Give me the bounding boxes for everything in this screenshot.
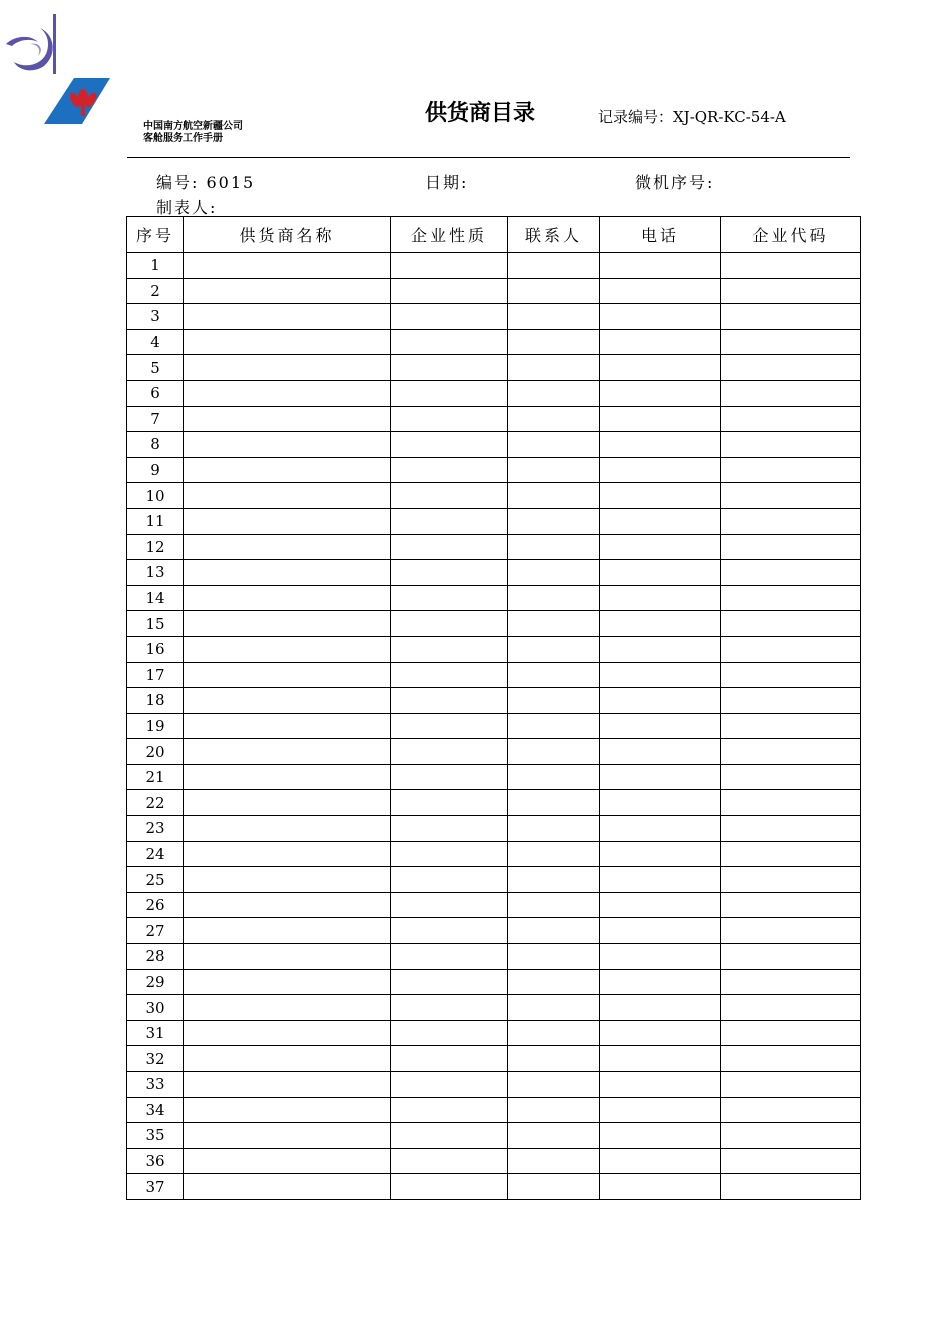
table-row — [127, 278, 861, 304]
enterprise-type-cell[interactable] — [391, 713, 508, 739]
row-seq-cell: 17 — [127, 662, 184, 688]
contact-cell[interactable] — [508, 611, 600, 637]
enterprise-code-cell[interactable] — [721, 739, 861, 765]
enterprise-type-cell[interactable] — [391, 944, 508, 970]
row-seq-cell: 18 — [127, 688, 184, 714]
phone-cell[interactable] — [600, 944, 721, 970]
contact-cell[interactable] — [508, 304, 600, 330]
swirl-logo-icon — [0, 14, 60, 74]
phone-cell[interactable] — [600, 304, 721, 330]
table-row — [127, 432, 861, 458]
row-seq-cell: 21 — [127, 764, 184, 790]
row-seq-cell: 32 — [127, 1046, 184, 1072]
table-row — [127, 1020, 861, 1046]
supplier-name-cell[interactable] — [184, 739, 391, 765]
contact-cell[interactable] — [508, 764, 600, 790]
table-row — [127, 483, 861, 509]
row-seq-cell: 3 — [127, 304, 184, 330]
phone-cell[interactable] — [600, 969, 721, 995]
supplier-name-cell[interactable] — [184, 969, 391, 995]
phone-cell[interactable] — [600, 380, 721, 406]
supplier-name-cell[interactable] — [184, 483, 391, 509]
enterprise-type-cell[interactable] — [391, 816, 508, 842]
enterprise-type-cell[interactable] — [391, 278, 508, 304]
enterprise-code-cell[interactable] — [721, 432, 861, 458]
enterprise-code-cell[interactable] — [721, 688, 861, 714]
col-header-enterprise-type: 企业性质 — [391, 217, 508, 253]
phone-cell[interactable] — [600, 688, 721, 714]
row-seq-cell: 12 — [127, 534, 184, 560]
table-row — [127, 253, 861, 279]
supplier-name-cell[interactable] — [184, 1123, 391, 1149]
form-number: 编号: 6015 — [156, 173, 256, 192]
enterprise-code-cell[interactable] — [721, 944, 861, 970]
enterprise-type-cell[interactable] — [391, 380, 508, 406]
phone-cell[interactable] — [600, 278, 721, 304]
enterprise-type-cell[interactable] — [391, 636, 508, 662]
row-seq-cell: 5 — [127, 355, 184, 381]
company-name — [143, 121, 243, 145]
enterprise-code-cell[interactable] — [721, 816, 861, 842]
enterprise-code-cell[interactable] — [721, 1020, 861, 1046]
row-seq-cell: 29 — [127, 969, 184, 995]
supplier-name-cell[interactable] — [184, 304, 391, 330]
table-row — [127, 790, 861, 816]
enterprise-type-cell[interactable] — [391, 329, 508, 355]
phone-cell[interactable] — [600, 585, 721, 611]
supplier-name-cell[interactable] — [184, 944, 391, 970]
phone-cell[interactable] — [600, 636, 721, 662]
supplier-name-cell[interactable] — [184, 1046, 391, 1072]
contact-cell[interactable] — [508, 483, 600, 509]
enterprise-code-cell[interactable] — [721, 560, 861, 586]
enterprise-code-cell[interactable] — [721, 1148, 861, 1174]
phone-cell[interactable] — [600, 1020, 721, 1046]
row-seq-cell: 14 — [127, 585, 184, 611]
supplier-name-cell[interactable] — [184, 1148, 391, 1174]
supplier-name-cell[interactable] — [184, 790, 391, 816]
supplier-name-cell[interactable] — [184, 1174, 391, 1200]
enterprise-type-cell[interactable] — [391, 867, 508, 893]
contact-cell[interactable] — [508, 585, 600, 611]
supplier-name-cell[interactable] — [184, 636, 391, 662]
phone-cell[interactable] — [600, 534, 721, 560]
row-seq-cell: 24 — [127, 841, 184, 867]
row-seq-cell: 1 — [127, 253, 184, 279]
row-seq-cell: 33 — [127, 1072, 184, 1098]
contact-cell[interactable] — [508, 713, 600, 739]
enterprise-type-cell[interactable] — [391, 457, 508, 483]
phone-cell[interactable] — [600, 662, 721, 688]
supplier-name-cell[interactable] — [184, 253, 391, 279]
row-seq-cell: 27 — [127, 918, 184, 944]
contact-cell[interactable] — [508, 1097, 600, 1123]
table-row — [127, 995, 861, 1021]
header-divider — [127, 157, 850, 158]
contact-cell[interactable] — [508, 278, 600, 304]
table-row — [127, 534, 861, 560]
airline-tail-logo-icon — [44, 78, 110, 126]
enterprise-type-cell[interactable] — [391, 662, 508, 688]
record-number: 记录编号：XJ-QR-KC-54-A — [598, 108, 786, 126]
phone-cell[interactable] — [600, 790, 721, 816]
row-seq-cell: 6 — [127, 380, 184, 406]
contact-cell[interactable] — [508, 1072, 600, 1098]
enterprise-code-cell[interactable] — [721, 969, 861, 995]
contact-cell[interactable] — [508, 1123, 600, 1149]
row-seq-cell: 37 — [127, 1174, 184, 1200]
row-seq-cell: 15 — [127, 611, 184, 637]
row-seq-cell: 35 — [127, 1123, 184, 1149]
enterprise-code-cell[interactable] — [721, 483, 861, 509]
enterprise-code-cell[interactable] — [721, 1072, 861, 1098]
supplier-name-cell[interactable] — [184, 1097, 391, 1123]
row-seq-cell: 23 — [127, 816, 184, 842]
table-row — [127, 841, 861, 867]
supplier-name-cell[interactable] — [184, 688, 391, 714]
table-row — [127, 611, 861, 637]
contact-cell[interactable] — [508, 1174, 600, 1200]
phone-cell[interactable] — [600, 816, 721, 842]
enterprise-code-cell[interactable] — [721, 457, 861, 483]
row-seq-cell: 34 — [127, 1097, 184, 1123]
supplier-name-cell[interactable] — [184, 329, 391, 355]
supplier-name-cell[interactable] — [184, 380, 391, 406]
enterprise-code-cell[interactable] — [721, 253, 861, 279]
row-seq-cell: 22 — [127, 790, 184, 816]
table-row — [127, 892, 861, 918]
row-seq-cell: 16 — [127, 636, 184, 662]
enterprise-type-cell[interactable] — [391, 892, 508, 918]
contact-cell[interactable] — [508, 636, 600, 662]
table-row — [127, 918, 861, 944]
table-row — [127, 1046, 861, 1072]
enterprise-code-cell[interactable] — [721, 1174, 861, 1200]
phone-cell[interactable] — [600, 483, 721, 509]
phone-cell[interactable] — [600, 611, 721, 637]
enterprise-code-cell[interactable] — [721, 764, 861, 790]
row-seq-cell: 20 — [127, 739, 184, 765]
contact-cell[interactable] — [508, 841, 600, 867]
enterprise-type-cell[interactable] — [391, 1072, 508, 1098]
enterprise-code-cell[interactable] — [721, 534, 861, 560]
supplier-name-cell[interactable] — [184, 816, 391, 842]
supplier-name-cell[interactable] — [184, 278, 391, 304]
row-seq-cell: 4 — [127, 329, 184, 355]
enterprise-code-cell[interactable] — [721, 585, 861, 611]
enterprise-code-cell[interactable] — [721, 790, 861, 816]
supplier-table — [126, 216, 861, 1200]
phone-cell[interactable] — [600, 867, 721, 893]
enterprise-type-cell[interactable] — [391, 611, 508, 637]
contact-cell[interactable] — [508, 432, 600, 458]
col-header-supplier-name: 供货商名称 — [184, 217, 391, 253]
table-row — [127, 1123, 861, 1149]
enterprise-type-cell[interactable] — [391, 534, 508, 560]
enterprise-type-cell[interactable] — [391, 483, 508, 509]
supplier-name-cell[interactable] — [184, 508, 391, 534]
table-row — [127, 1174, 861, 1200]
supplier-name-cell[interactable] — [184, 585, 391, 611]
table-row — [127, 1097, 861, 1123]
enterprise-type-cell[interactable] — [391, 995, 508, 1021]
enterprise-type-cell[interactable] — [391, 764, 508, 790]
col-header-enterprise-code: 企业代码 — [721, 217, 861, 253]
phone-cell[interactable] — [600, 918, 721, 944]
table-row — [127, 585, 861, 611]
phone-cell[interactable] — [600, 253, 721, 279]
phone-cell[interactable] — [600, 1148, 721, 1174]
enterprise-type-cell[interactable] — [391, 253, 508, 279]
contact-cell[interactable] — [508, 406, 600, 432]
contact-cell[interactable] — [508, 688, 600, 714]
supplier-name-cell[interactable] — [184, 841, 391, 867]
contact-cell[interactable] — [508, 892, 600, 918]
table-row — [127, 304, 861, 330]
company-line-1: 中国南方航空新疆公司 — [143, 121, 243, 132]
serial-number-label: 微机序号: — [635, 173, 715, 192]
table-row — [127, 867, 861, 893]
enterprise-code-cell[interactable] — [721, 713, 861, 739]
row-seq-cell: 7 — [127, 406, 184, 432]
row-seq-cell: 28 — [127, 944, 184, 970]
supplier-name-cell[interactable] — [184, 560, 391, 586]
table-row — [127, 355, 861, 381]
row-seq-cell: 8 — [127, 432, 184, 458]
contact-cell[interactable] — [508, 457, 600, 483]
phone-cell[interactable] — [600, 432, 721, 458]
phone-cell[interactable] — [600, 457, 721, 483]
supplier-name-cell[interactable] — [184, 457, 391, 483]
enterprise-type-cell[interactable] — [391, 355, 508, 381]
supplier-name-cell[interactable] — [184, 764, 391, 790]
col-header-contact: 联系人 — [508, 217, 600, 253]
phone-cell[interactable] — [600, 1174, 721, 1200]
enterprise-type-cell[interactable] — [391, 304, 508, 330]
supplier-name-cell[interactable] — [184, 892, 391, 918]
table-row — [127, 713, 861, 739]
enterprise-code-cell[interactable] — [721, 406, 861, 432]
contact-cell[interactable] — [508, 790, 600, 816]
contact-cell[interactable] — [508, 560, 600, 586]
enterprise-code-cell[interactable] — [721, 892, 861, 918]
enterprise-code-cell[interactable] — [721, 278, 861, 304]
row-seq-cell: 30 — [127, 995, 184, 1021]
row-seq-cell: 11 — [127, 508, 184, 534]
enterprise-type-cell[interactable] — [391, 406, 508, 432]
supplier-name-cell[interactable] — [184, 662, 391, 688]
enterprise-code-cell[interactable] — [721, 1097, 861, 1123]
row-seq-cell: 36 — [127, 1148, 184, 1174]
enterprise-type-cell[interactable] — [391, 918, 508, 944]
enterprise-type-cell[interactable] — [391, 508, 508, 534]
supplier-name-cell[interactable] — [184, 355, 391, 381]
table-row — [127, 560, 861, 586]
enterprise-type-cell[interactable] — [391, 585, 508, 611]
phone-cell[interactable] — [600, 764, 721, 790]
contact-cell[interactable] — [508, 1020, 600, 1046]
contact-cell[interactable] — [508, 816, 600, 842]
enterprise-type-cell[interactable] — [391, 1097, 508, 1123]
phone-cell[interactable] — [600, 329, 721, 355]
contact-cell[interactable] — [508, 969, 600, 995]
contact-cell[interactable] — [508, 1148, 600, 1174]
phone-cell[interactable] — [600, 739, 721, 765]
enterprise-code-cell[interactable] — [721, 1046, 861, 1072]
enterprise-type-cell[interactable] — [391, 790, 508, 816]
table-row — [127, 508, 861, 534]
enterprise-code-cell[interactable] — [721, 636, 861, 662]
enterprise-code-cell[interactable] — [721, 611, 861, 637]
phone-cell[interactable] — [600, 1123, 721, 1149]
row-seq-cell: 10 — [127, 483, 184, 509]
phone-cell[interactable] — [600, 1097, 721, 1123]
table-row — [127, 944, 861, 970]
supplier-name-cell[interactable] — [184, 432, 391, 458]
row-seq-cell: 9 — [127, 457, 184, 483]
enterprise-type-cell[interactable] — [391, 688, 508, 714]
phone-cell[interactable] — [600, 406, 721, 432]
enterprise-code-cell[interactable] — [721, 380, 861, 406]
enterprise-type-cell[interactable] — [391, 1174, 508, 1200]
table-row — [127, 764, 861, 790]
supplier-name-cell[interactable] — [184, 995, 391, 1021]
enterprise-code-cell[interactable] — [721, 304, 861, 330]
phone-cell[interactable] — [600, 713, 721, 739]
col-header-phone: 电话 — [600, 217, 721, 253]
contact-cell[interactable] — [508, 739, 600, 765]
row-seq-cell: 19 — [127, 713, 184, 739]
col-header-seq: 序号 — [127, 217, 184, 253]
enterprise-code-cell[interactable] — [721, 662, 861, 688]
phone-cell[interactable] — [600, 508, 721, 534]
contact-cell[interactable] — [508, 329, 600, 355]
phone-cell[interactable] — [600, 892, 721, 918]
enterprise-code-cell[interactable] — [721, 841, 861, 867]
enterprise-code-cell[interactable] — [721, 329, 861, 355]
company-line-2: 客舱服务工作手册 — [143, 133, 223, 144]
table-row — [127, 636, 861, 662]
enterprise-code-cell[interactable] — [721, 1123, 861, 1149]
enterprise-code-cell[interactable] — [721, 355, 861, 381]
table-row — [127, 1148, 861, 1174]
phone-cell[interactable] — [600, 1046, 721, 1072]
enterprise-type-cell[interactable] — [391, 560, 508, 586]
table-row — [127, 406, 861, 432]
supplier-name-cell[interactable] — [184, 406, 391, 432]
contact-cell[interactable] — [508, 534, 600, 560]
enterprise-type-cell[interactable] — [391, 1046, 508, 1072]
table-row — [127, 380, 861, 406]
supplier-name-cell[interactable] — [184, 918, 391, 944]
table-row — [127, 969, 861, 995]
date-field-label: 日期: — [425, 173, 469, 192]
table-maker-label: 制表人: — [156, 198, 218, 217]
contact-cell[interactable] — [508, 867, 600, 893]
phone-cell[interactable] — [600, 995, 721, 1021]
table-row — [127, 688, 861, 714]
table-row — [127, 662, 861, 688]
enterprise-type-cell[interactable] — [391, 739, 508, 765]
enterprise-code-cell[interactable] — [721, 508, 861, 534]
supplier-name-cell[interactable] — [184, 534, 391, 560]
enterprise-type-cell[interactable] — [391, 1123, 508, 1149]
phone-cell[interactable] — [600, 560, 721, 586]
row-seq-cell: 25 — [127, 867, 184, 893]
table-row — [127, 329, 861, 355]
enterprise-type-cell[interactable] — [391, 432, 508, 458]
supplier-name-cell[interactable] — [184, 1072, 391, 1098]
enterprise-code-cell[interactable] — [721, 867, 861, 893]
supplier-name-cell[interactable] — [184, 867, 391, 893]
row-seq-cell: 26 — [127, 892, 184, 918]
contact-cell[interactable] — [508, 355, 600, 381]
enterprise-type-cell[interactable] — [391, 1020, 508, 1046]
page-title: 供货商目录 — [425, 101, 536, 126]
table-row — [127, 1072, 861, 1098]
contact-cell[interactable] — [508, 944, 600, 970]
row-seq-cell: 31 — [127, 1020, 184, 1046]
contact-cell[interactable] — [508, 918, 600, 944]
enterprise-code-cell[interactable] — [721, 995, 861, 1021]
contact-cell[interactable] — [508, 662, 600, 688]
enterprise-code-cell[interactable] — [721, 918, 861, 944]
phone-cell[interactable] — [600, 1072, 721, 1098]
table-row — [127, 816, 861, 842]
row-seq-cell: 13 — [127, 560, 184, 586]
supplier-name-cell[interactable] — [184, 611, 391, 637]
contact-cell[interactable] — [508, 253, 600, 279]
enterprise-type-cell[interactable] — [391, 841, 508, 867]
enterprise-type-cell[interactable] — [391, 1148, 508, 1174]
enterprise-type-cell[interactable] — [391, 969, 508, 995]
contact-cell[interactable] — [508, 1046, 600, 1072]
table-row — [127, 739, 861, 765]
phone-cell[interactable] — [600, 841, 721, 867]
contact-cell[interactable] — [508, 995, 600, 1021]
contact-cell[interactable] — [508, 380, 600, 406]
supplier-name-cell[interactable] — [184, 1020, 391, 1046]
row-seq-cell: 2 — [127, 278, 184, 304]
contact-cell[interactable] — [508, 508, 600, 534]
supplier-name-cell[interactable] — [184, 713, 391, 739]
table-row — [127, 457, 861, 483]
table-header-row — [127, 217, 861, 253]
phone-cell[interactable] — [600, 355, 721, 381]
